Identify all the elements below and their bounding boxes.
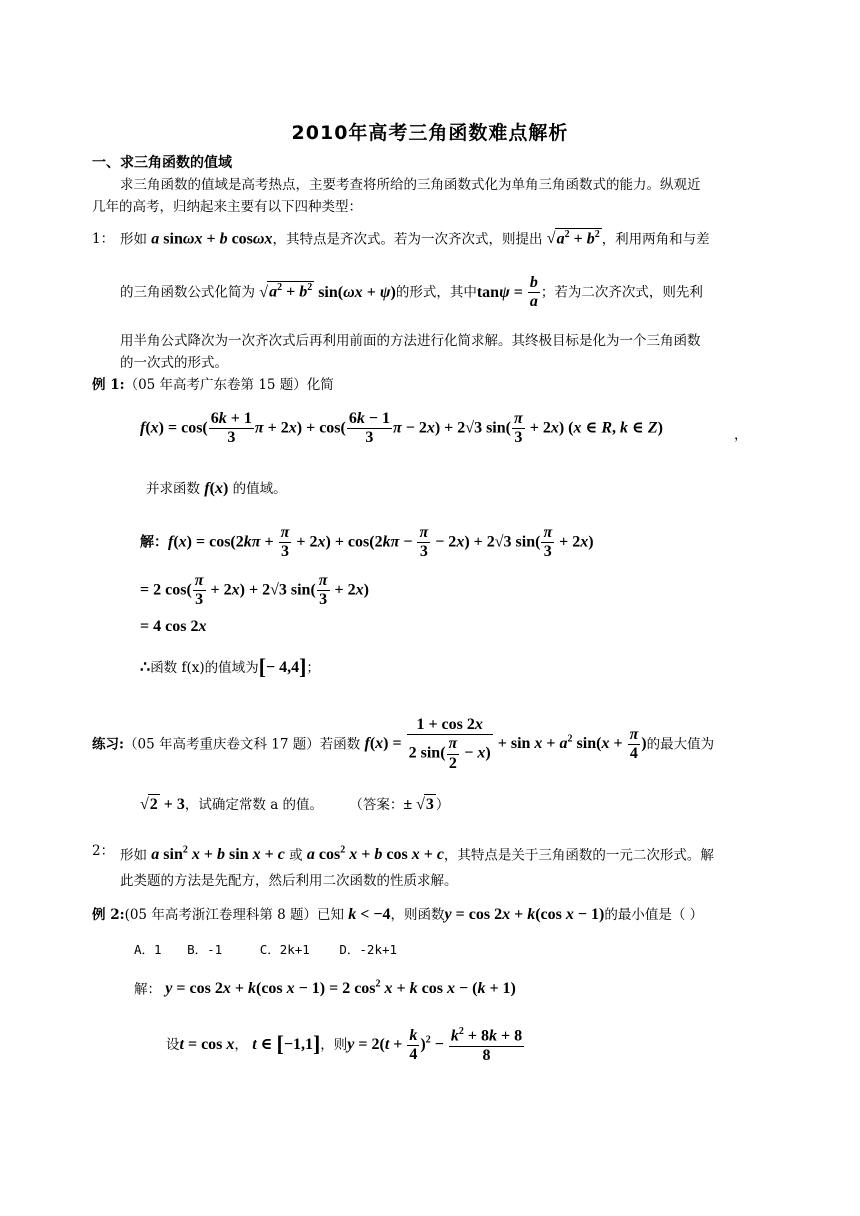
example2-source: (05 年高考浙江卷理科第 8 题）已知 [124, 907, 344, 923]
example1-ask [146, 478, 287, 500]
option-c: C．2k+1 [259, 942, 310, 957]
formula-solution-expansion: y = cos 2x + k(cos x − 1) = 2 $\cos^2 x + k$ cos x − (k + 1) [165, 979, 516, 998]
formula-amplitude-form: $√a^2 + b^2$ sin(ωx + ψ) [259, 282, 396, 301]
formula-sqrt-a2-b2: $√a^2 + b^2$ [546, 229, 600, 248]
type1-line1 [120, 228, 710, 250]
practice-source: （05 年高考重庆卷文科 17 题）若函数 [123, 736, 361, 753]
practice-label: 练习: [92, 736, 124, 753]
formula-quadratic-sin: a $\sin^2 x + b$ sin x + c [151, 845, 285, 864]
type1-text-c: ，利用两角和与差 [601, 231, 710, 248]
type1-line2 [120, 274, 703, 312]
type2-text-b: ，其特点是关于三角函数的一元二次形式。解 [443, 847, 714, 864]
practice-answer-a: （答案： [349, 797, 404, 813]
formula-y-cos2x: y = cos 2x + k(cos x − 1) [444, 906, 605, 923]
type1-text-d: 的三角函数公式化简为 [120, 284, 255, 301]
example1-ask-b: 的值域。 [232, 481, 287, 497]
example2-sol-label: 解： [134, 981, 161, 998]
type2-number: 2： [92, 843, 115, 859]
option-d: D．-2k+1 [339, 942, 398, 957]
practice-formula: f(x) = 1 + cos 2x 2 sin( $\frac{\pi}{2}$ − x) + $\sin x + a^2$ sin(x + $\frac{\pi}{4}$ ) [364, 716, 647, 772]
example1-conclusion-a: 函数 f(x)的值域为 [150, 660, 259, 676]
practice-line1 [92, 716, 714, 773]
example1-conclusion [140, 656, 320, 679]
formula-quadratic-cos: a $\cos^2 x + b$ cos x + c [306, 845, 444, 864]
intro-line-2: 几年的高考，归纳起来主要有以下四种类型： [92, 199, 362, 215]
formula-sqrt2-plus-3: √2 + 3 [140, 796, 185, 813]
type1-line3: 用半角公式降次为一次齐次式后再利用前面的方法进行化简求解。其终极目标是化为一个三角函数 [120, 333, 701, 349]
example2-label: 例 2: [92, 907, 125, 923]
therefore-symbol: ∴ [140, 659, 151, 676]
example2-options [134, 940, 397, 958]
formula-t-cosx: t = cos x [179, 1036, 235, 1054]
option-b: B．-1 [187, 942, 223, 957]
formula-completed-square: y = 2(t + $\frac{k}{4}$ )$^2$ − $\frac{k^2 + 8k + 8}{8}$ [347, 1026, 523, 1064]
formula-a-sin-b-cos: a sinωx + b cosωx [151, 230, 273, 248]
example1-comma: ， [734, 427, 748, 443]
type1-line4: 的一次式的形式。 [120, 355, 228, 371]
practice-text-c: ，试确定常数 a 的值。 [184, 797, 324, 813]
solution-line-1: 解：f(x) = cos(2kπ + $\frac{\pi}{3}$ + 2x) + cos(2kπ − $\frac{\pi}{3}$ − 2x) + 2√3 sin( $\frac{\pi}{3}$ + 2x) [140, 524, 594, 561]
example2-set-c: ，则 [320, 1037, 348, 1054]
solution-line-3: = 4 cos 2x [140, 618, 207, 635]
intro-line-1: 求三角函数的值域是高考热点，主要考查将所给的三角函数式化为单角三角函数式的能力。纵观近 [120, 177, 701, 193]
example2-substitution [166, 1026, 525, 1065]
example2-set-a: 设 [166, 1037, 180, 1054]
formula-fx: f(x) [204, 480, 229, 497]
example1-source: （05 年高考广东卷第 15 题）化简 [124, 377, 334, 393]
practice-text-b: 的最大值为 [646, 736, 715, 753]
solution-line-2: = 2 cos( $\frac{\pi}{3}$ + 2x) + 2√3 sin( $\frac{\pi}{3}$ + 2x) [140, 572, 369, 609]
type2-line1 [120, 840, 714, 866]
example2-text-c: 的最小值是（ ） [604, 907, 704, 923]
solution-label: 解： [140, 534, 168, 551]
formula-answer: ± √3 [403, 796, 434, 813]
example1-header [92, 374, 334, 396]
type1-number: 1： [92, 231, 115, 247]
formula-tan-psi: tanψ = $\frac{b}{a}$ [476, 274, 538, 311]
formula-t-interval: t ∈ [−1,1] [252, 1031, 321, 1057]
page-title: 2010年高考三角函数难点解析 [291, 122, 569, 144]
example2-line1 [92, 904, 703, 926]
section-heading: 一、求三角函数的值域 [92, 155, 232, 171]
example1-conclusion-b: ； [306, 660, 320, 676]
type2-text-or: 或 [289, 847, 303, 864]
example2-text-b: ，则函数 [390, 907, 445, 923]
practice-line2 [140, 794, 449, 816]
type1-text-b: ，其特点是齐次式。若为一次齐次式，则提出 [272, 231, 543, 248]
type2-text-a: 形如 [120, 847, 147, 864]
example1-formula: f(x) = cos( $\frac{6k + 1}{3}$ π + 2x) + cos( $\frac{6k - 1}{3}$ π − 2x) + 2√3 sin( $\frac{\pi}{3}$ + 2x) (x ∈ R, k ∈ Z) [140, 410, 663, 447]
type1-text-f: ；若为二次齐次式，则先利 [540, 284, 703, 301]
type1-text-e: 的形式，其中 [395, 284, 477, 301]
option-a: A．1 [134, 942, 162, 957]
type2-line2: 此类题的方法是先配方，然后利用二次函数的性质求解。 [120, 873, 458, 889]
practice-answer-b: ） [435, 797, 450, 813]
example2-solution [134, 974, 516, 1000]
formula-k-lt-minus4: k < −4 [348, 906, 391, 923]
formula-range: [− 4,4] [258, 654, 307, 679]
example2-set-b: ， [234, 1037, 248, 1054]
example1-label: 例 1: [92, 377, 125, 393]
example1-ask-a: 并求函数 [146, 481, 200, 497]
type1-text-a: 形如 [120, 231, 147, 248]
